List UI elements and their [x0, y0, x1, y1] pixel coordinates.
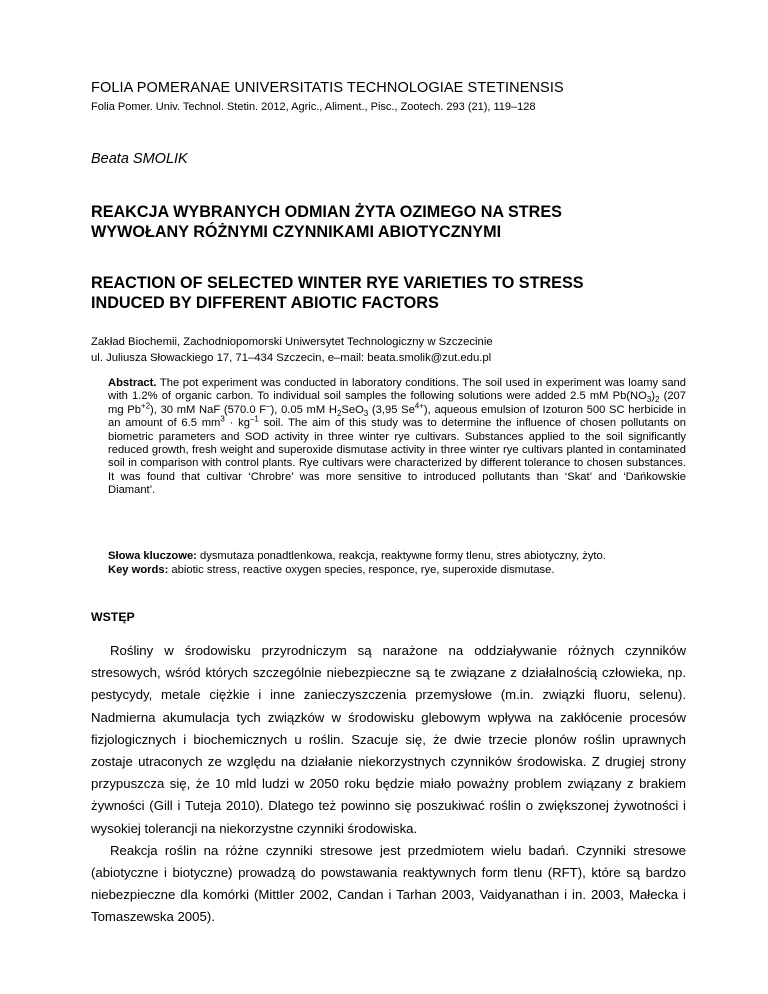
title-polish-line: WYWOŁANY RÓŻNYMI CZYNNIKAMI ABIOTYCZNYMI: [91, 223, 502, 241]
journal-name: FOLIA POMERANAE UNIVERSITATIS TECHNOLOGIAE STETINENSIS: [91, 80, 564, 96]
title-english: [91, 273, 584, 313]
keywords-polish-label: Słowa kluczowe:: [108, 550, 197, 562]
title-polish-line: REAKCJA WYBRANYCH ODMIAN ŻYTA OZIMEGO NA STRES: [91, 203, 562, 221]
keywords-english: Key words: abiotic stress, reactive oxygen species, responce, rye, superoxide dismutase.: [108, 563, 555, 576]
keywords-polish: Słowa kluczowe: dysmutaza ponadtlenkowa, reakcja, reaktywne formy tlenu, stres abiotyczny, żyto.: [108, 550, 606, 562]
paragraph: Rośliny w środowisku przyrodniczym są narażone na oddziaływanie różnych czynników stresowych, wśród których szczególnie niebezpieczne są te związane z działalnością człowieka, np. pestycydy, metale ciężkie i inne zanieczyszczenia przemysłowe (m.in. związki fluoru, selenu). Nadmierna akumulacja tych związków w środowisku glebowym wpływa na zakłócenie procesów fizjologicznych i biochemicznych u roślin. Szacuje się, że dwie trzecie plonów roślin uprawnych zostaje utraconych ze względu na działanie niekorzystnych czynników środowiska. Z drugiej strony przypuszcza się, że 10 mld ludzi w 2050 roku będzie miało poważny problem związany z brakiem żywności (Gill i Tuteja 2010). Dlatego też powinno się poszukiwać roślin o zwiększonej żywotności i wysokiej tolerancji na niekorzystne czynniki środowiska.: [91, 643, 686, 836]
journal-citation: Folia Pomer. Univ. Technol. Stetin. 2012, Agric., Aliment., Pisc., Zootech. 293 (21), 119–128: [91, 101, 536, 113]
title-polish: [91, 202, 562, 242]
author-name: Beata SMOLIK: [91, 151, 188, 167]
keywords-english-label: Key words:: [108, 563, 169, 576]
abstract: [108, 377, 686, 498]
body-text: [91, 640, 686, 929]
abstract-label: Abstract.: [108, 377, 157, 389]
affiliation: [91, 334, 493, 366]
section-heading: WSTĘP: [91, 610, 135, 624]
affiliation-line: Zakład Biochemii, Zachodniopomorski Uniwersytet Technologiczny w Szczecinie: [91, 336, 493, 348]
affiliation-address: ul. Juliusza Słowackiego 17, 71–434 Szczecin, e–mail: beata.smolik@zut.edu.pl: [91, 352, 492, 364]
keywords: [108, 550, 698, 578]
title-english-line: REACTION OF SELECTED WINTER RYE VARIETIES TO STRESS: [91, 274, 584, 292]
paragraph: Reakcja roślin na różne czynniki stresowe jest przedmiotem wielu badań. Czynniki stresowe (abiotyczne i biotyczne) prowadzą do powstawania reaktywnych form tlenu (RFT), które są bardzo niebezpieczne dla komórki (Mittler 2002, Candan i Tarhan 2003, Vaidyanathan i in. 2003, Małecka i Tomaszewska 2005).: [91, 842, 686, 925]
abstract-text: Abstract. The pot experiment was conducted in laboratory conditions. The soil used in experiment was loamy sand with 1.2% of organic carbon. To individual soil samples the following solutions were added 2.5 mM $Pb(NO_3)_2$ (207 mg $Pb^{+2}$), 30 mM NaF (570.0 F–), 0.05 mM $H_2SeO_3$ (3,95 $Se^{4+}$), aqueous emulsion of Izoturon 500 SC herbicide in an amount of 6.5 $mm^3 \cdot kg^{-1}$ soil. The aim of this study was to determine the influence of chosen pollutants on biometric parameters and SOD activity in three winter rye cultivars. Substances applied to the soil significantly reduced growth, fresh weight and superoxide dismutase activity in three winter rye cultivars planted in contaminated soil in comparison with control plants. Rye cultivars were characterized by different tolerance to chosen substances. It was found that cultivar ‘Chrobre’ was more sensitive to introduced pollutants than ‘Skat’ and ‘Dańkowskie Diamant’.: [108, 377, 687, 497]
title-english-line: INDUCED BY DIFFERENT ABIOTIC FACTORS: [91, 294, 439, 312]
